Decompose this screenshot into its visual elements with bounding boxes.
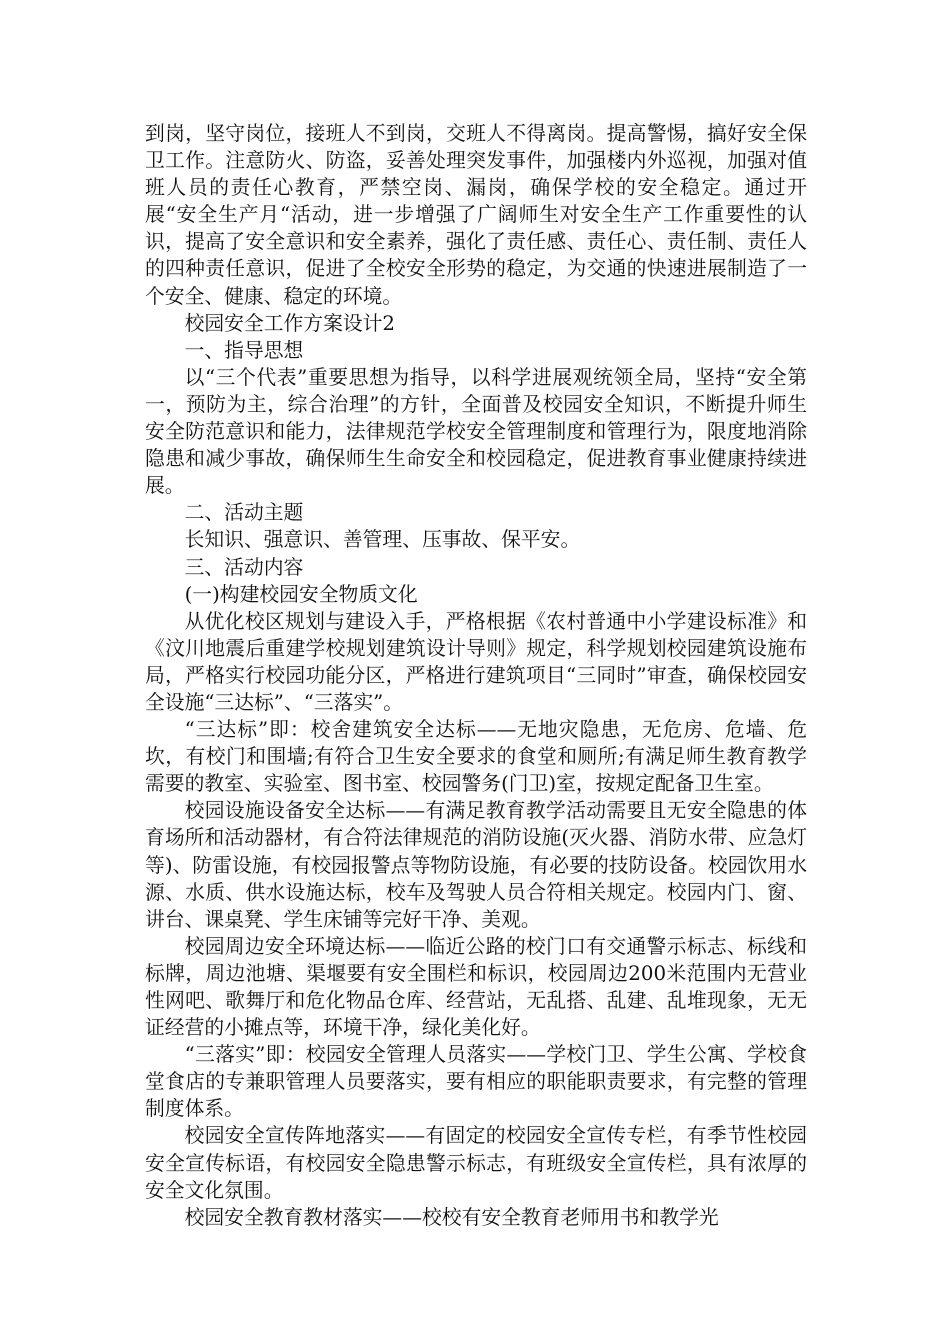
paragraph: “三落实”即：校园安全管理人员落实——学校门卫、学生公寓、学校食堂食店的专兼职管理人员要落实，要有相应的职能职责要求，有完整的管理制度体系。: [145, 1043, 807, 1121]
document-page: [145, 120, 807, 1231]
paragraph: “三达标”即：校舍建筑安全达标——无地灾隐患，无危房、危墙、危坎，有校门和围墙;有符合卫生安全要求的食堂和厕所;有满足师生教育教学需要的教室、实验室、图书室、校园警务(门卫)室，按规定配备卫生室。: [145, 718, 807, 796]
paragraph: 校园周边安全环境达标——临近公路的校门口有交通警示标志、标线和标牌，周边池塘、渠堰要有安全围栏和标识，校园周边200米范围内无营业性网吧、歌舞厅和危化物品仓库、经营站，无乱搭、乱建、乱堆现象，无无证经营的小摊点等，环境干净，绿化美化好。: [145, 934, 807, 1040]
paragraph: 长知识、强意识、善管理、压事故、保平安。: [184, 528, 581, 552]
subheading: (一)构建校园安全物质文化: [184, 582, 418, 606]
heading-activity-content: 三、活动内容: [184, 555, 304, 579]
heading-activity-theme: 二、活动主题: [184, 501, 304, 525]
paragraph: 以“三个代表”重要思想为指导，以科学进展观统领全局，坚持“安全第一，预防为主，综合治理”的方针，全面普及校园安全知识，不断提升师生安全防范意识和能力，法律规范学校安全管理制度和管理行为，限度地消除隐患和减少事故，确保师生生命安全和校园稳定，促进教育事业健康持续进展。: [145, 365, 807, 498]
paragraph: 校园安全宣传阵地落实——有固定的校园安全宣传专栏，有季节性校园安全宣传标语，有校园安全隐患警示标志，有班级安全宣传栏，具有浓厚的安全文化氛围。: [145, 1124, 807, 1202]
paragraph-continued: 到岗，坚守岗位，接班人不到岗，交班人不得离岗。提高警惕，搞好安全保卫工作。注意防火、防盗，妥善处理突发事件，加强楼内外巡视，加强对值班人员的责任心教育，严禁空岗、漏岗，确保学校的安全稳定。通过开展“安全生产月“活动，进一步增强了广阔师生对安全生产工作重要性的认识，提高了安全意识和安全素养，强化了责任感、责任心、责任制、责任人的四种责任意识，促进了全校安全形势的稳定，为交通的快速进展制造了一个安全、健康、稳定的环境。: [145, 122, 807, 308]
heading-guiding-ideology: 一、指导思想: [184, 338, 304, 362]
paragraph: 从优化校区规划与建设入手，严格根据《农村普通中小学建设标准》和《汶川地震后重建学校规划建筑设计导则》规定，科学规划校园建筑设施布局，严格实行校园功能分区，严格进行建筑项目“三同时”审查，确保校园安全设施“三达标”、“三落实”。: [145, 609, 807, 714]
paragraph: 校园设施设备安全达标——有满足教育教学活动需要且无安全隐患的体育场所和活动器材，有合符法律规范的消防设施(灭火器、消防水带、应急灯等)、防雷设施，有校园报警点等物防设施，有必要的技防设备。校园饮用水源、水质、供水设施达标，校车及驾驶人员合符相关规定。校园内门、窗、讲台、课桌凳、学生床铺等完好干净、美观。: [145, 799, 807, 931]
paragraph: 校园安全教育教材落实——校校有安全教育老师用书和教学光: [184, 1205, 719, 1229]
section-title: 校园安全工作方案设计2: [184, 311, 395, 335]
